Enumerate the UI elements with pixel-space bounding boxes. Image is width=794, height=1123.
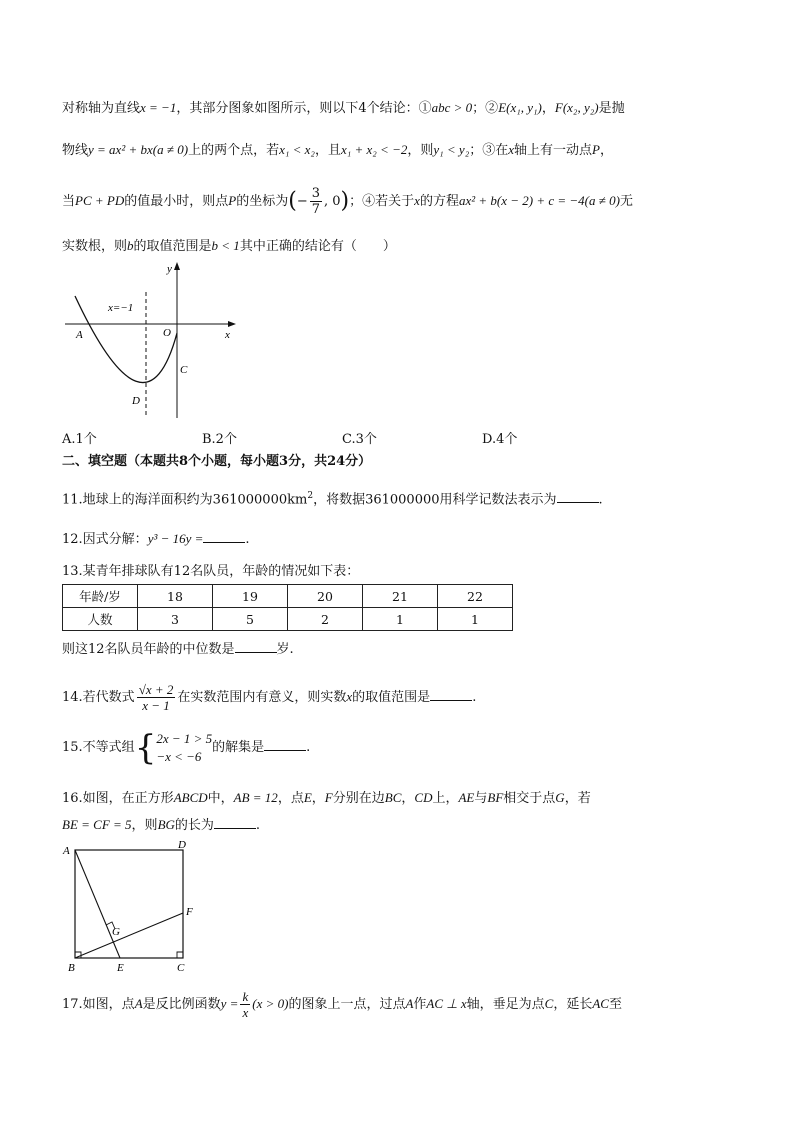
q13-intro: 13.某青年排球队有12名队员，年龄的情况如下表： [62,564,360,579]
option-c[interactable]: C.3个 [342,432,377,447]
square-abcd [75,850,183,958]
table-cell: 年龄/岁 [63,585,138,608]
table-cell: 20 [288,585,363,608]
q14-answer-blank[interactable] [430,686,472,701]
option-d[interactable]: D.4个 [482,432,518,447]
square-figure [60,840,200,978]
q10-line-4: 实数根，则b的取值范围是b < 1其中正确的结论有（ ） [62,238,396,254]
q11: 11.地球上的海洋面积约为$361000000km^2$，将数据361000000用科学记数法表示为 . [62,486,603,510]
option-b[interactable]: B.2个 [202,432,237,447]
inequality-system: 2x − 1 > 5 −x < −6 [156,730,213,764]
q13-question: 则这12名队员年龄的中位数是 岁. [62,638,294,660]
q16-line-1: 16.如图，在正方形ABCD中，AB = 12，点E，F分别在边BC，CD上，AE与BF相交于点G，若 [62,790,591,806]
section-2-header: 二、填空题（本题共8个小题，每小题3分，共24分） [62,454,372,469]
parabola-graph [60,258,250,423]
q12-answer-blank[interactable] [203,528,245,543]
point-a-label: A [76,329,83,341]
q17-fraction: $\frac{k}{x}$ [242,989,249,1020]
x-axis-arrow [228,321,236,327]
y-axis-arrow [174,262,180,270]
q12: 12.因式分解：y³ − 16y = . [62,528,250,550]
q15: 15.不等式组{ 2x − 1 > 5 −x < −6 的解集是 . [62,727,311,768]
table-cell: 1 [363,608,438,631]
x-axis-label: x [225,329,230,341]
q14-fraction: $\frac{√x + 2}{x - 1}$ [138,682,174,713]
q13-answer-blank[interactable] [235,638,277,653]
point-d-label: D [132,395,140,407]
q10-line-3: 当PC + PD的值最小时，则点P的坐标为(− $\frac{3}{7}$ , 0)；④若关于x的方程ax² + b(x − 2) + c = −4(a ≠ 0)无 [62,186,633,217]
option-a[interactable]: A.1个 [62,432,97,447]
label-e: E [117,962,124,974]
q14: 14.若代数式 $\frac{√x + 2}{x - 1}$ 在实数范围内有意义，则实数x的取值范围是 . [62,682,477,713]
q10-line-2: 物线y = ax² + bx(a ≠ 0)上的两个点，若x₁ < x₂，且x₁ + x₂ < −2，则y₁ < y₂；③在x轴上有一动点P， [62,142,614,158]
segment-bf [75,913,183,958]
q10-line-1: 对称轴为直线x = −1，其部分图象如图所示，则以下4个结论：①abc > 0；②E(x₁, y₁)，F(x₂, y₂)是抛 [62,100,625,116]
age-table [62,584,513,631]
origin-label: O [163,327,171,339]
q17: 17.如图，点A是反比例函数y = $\frac{k}{x}$ (x > 0)的图象上一点，过点A作AC ⊥ x轴，垂足为点C，延长AC至 [62,989,622,1020]
label-c: C [177,962,185,974]
fraction-3-7: $\frac{3}{7}$ [311,186,320,217]
label-b: B [68,962,75,974]
point-c-label: C [180,364,188,376]
q16-line-2: BE = CF = 5，则BG的长为 . [62,814,260,836]
table-cell: 5 [213,608,288,631]
table-cell: 22 [438,585,513,608]
table-cell: 1 [438,608,513,631]
right-angle-c [177,952,183,958]
table-cell: 人数 [63,608,138,631]
label-d: D [178,840,186,851]
table-cell: 18 [138,585,213,608]
q16-answer-blank[interactable] [214,814,256,829]
table-cell: 19 [213,585,288,608]
system-brace: { [134,727,157,768]
table-cell: 21 [363,585,438,608]
table-row [63,608,513,631]
q15-answer-blank[interactable] [264,736,306,751]
y-axis-label: y [167,263,172,275]
symmetry-axis-label: x=−1 [108,302,134,314]
label-g: G [112,926,120,938]
label-f: F [186,906,193,918]
q11-answer-blank[interactable] [557,488,599,503]
table-row [63,585,513,608]
table-cell: 3 [138,608,213,631]
label-a: A [63,845,70,857]
table-cell: 2 [288,608,363,631]
